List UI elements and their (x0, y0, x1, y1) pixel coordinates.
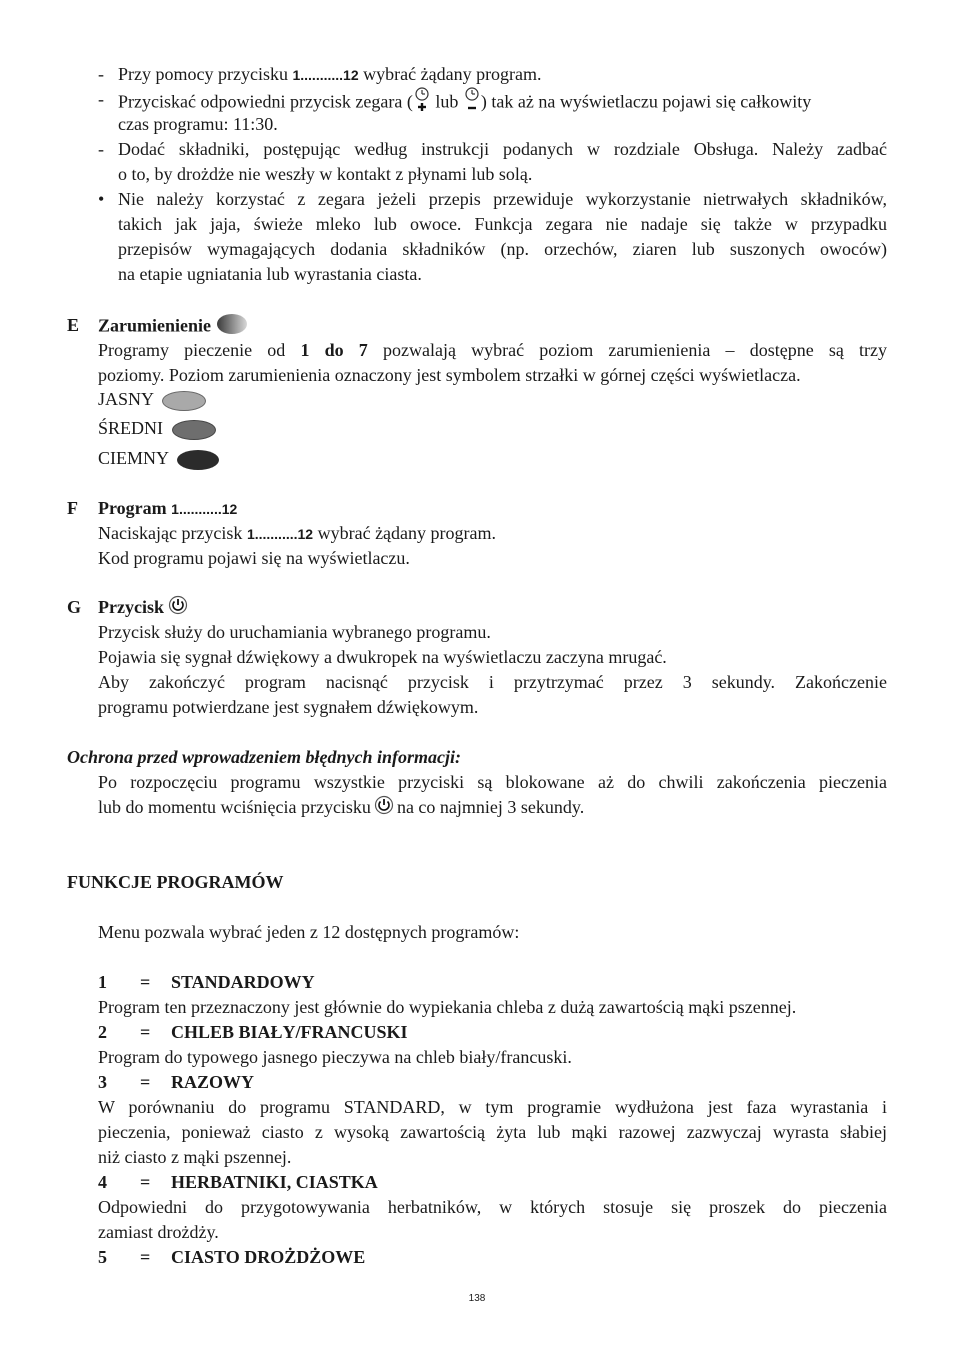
section-e-text: poziomy. Poziom zarumienienia oznaczony jest symbolem strzałki w górnej części wyświetlacza. (98, 365, 801, 385)
list-dash: - (98, 89, 104, 109)
section-title: Zarumienienie (98, 315, 211, 336)
section-g-text: Aby zakończyć program nacisnąć przycisk i przytrzymać przez 3 sekundy. Zakończenie (98, 672, 887, 692)
text: lub do momentu wciśnięcia przycisku (98, 797, 371, 817)
program-code: 1...........12 (292, 67, 359, 83)
light-shade-icon (162, 391, 206, 411)
section-g-text: Pojawia się sygnał dźwiękowy a dwukropek na wyświetlaczu zaczyna mrugać. (98, 647, 667, 667)
item-text: Przy pomocy przycisku (118, 64, 288, 84)
program-name: CHLEB BIAŁY/FRANCUSKI (171, 1022, 408, 1042)
equals-sign: = (140, 1172, 151, 1192)
browning-level-medium (98, 416, 216, 441)
dark-shade-icon (177, 450, 219, 470)
text: Programy pieczenie od (98, 340, 286, 360)
item-text: wybrać żądany program. (363, 64, 542, 84)
equals-sign: = (140, 1072, 151, 1092)
section-f-text: Kod programu pojawi się na wyświetlaczu. (98, 548, 410, 568)
level-label: JASNY (98, 389, 154, 409)
item-text: lub (435, 91, 459, 112)
program-number: 2 (98, 1022, 107, 1042)
section-f-heading (98, 496, 237, 522)
list-item-continuation: takich jak jaja, świeże mleko lub owoce. Funkcja zegara nie nadaje się także w przypadku (118, 214, 887, 234)
browning-level-dark (98, 446, 219, 471)
section-g-heading (98, 595, 188, 622)
program-number: 5 (98, 1247, 107, 1267)
protection-text: Po rozpoczęciu programu wszystkie przyciski są blokowane aż do chwili zakończenia pieczenia (98, 772, 887, 792)
level-label: ŚREDNI (98, 418, 164, 438)
list-dash: - (98, 64, 104, 84)
program-description: niż ciasto z mąki pszennej. (98, 1147, 292, 1167)
item-text: Przyciskać odpowiedni przycisk zegara ( (118, 91, 413, 112)
program-name: HERBATNIKI, CIASTKA (171, 1172, 378, 1192)
equals-sign: = (140, 972, 151, 992)
program-description: Odpowiedni do przygotowywania herbatników, w których stosuje się proszek do pieczenia (98, 1197, 887, 1217)
list-item-continuation: przepisów wymagających dodania składników (np. orzechów, ziaren lub suszonych owoców) (118, 239, 887, 259)
program-description: pieczenia, ponieważ ciasto z wysoką zawartością żyta lub mąki razowej zazwyczaj wyrasta słabiej (98, 1122, 887, 1142)
item-text: ) tak aż na wyświetlaczu pojawi się całkowity (480, 91, 812, 112)
section-f-text (98, 521, 496, 547)
power-button-icon (374, 795, 394, 822)
program-name: RAZOWY (171, 1072, 255, 1092)
clock-minus-icon (463, 87, 481, 120)
program-number: 4 (98, 1172, 107, 1192)
section-letter-g: G (67, 597, 82, 617)
program-code: 1...........12 (171, 501, 238, 517)
program-description: W porównaniu do programu STANDARD, w tym programie wydłużona jest faza wyrastania i (98, 1097, 887, 1117)
section-letter-e: E (67, 315, 80, 335)
program-range: 1 do 7 (300, 340, 368, 360)
list-item-timer-warning: Nie należy korzystać z zegara jeżeli przepis przewiduje wykorzystanie nietrwałych składników, (118, 189, 887, 209)
list-dash: - (98, 139, 104, 159)
section-letter-f: F (67, 498, 78, 518)
list-bullet: • (98, 189, 105, 209)
section-g-text: Przycisk służy do uruchamiania wybranego programu. (98, 622, 491, 642)
program-name: CIASTO DROŻDŻOWE (171, 1247, 366, 1267)
text: wybrać żądany program. (317, 523, 497, 543)
page-number: 138 (468, 1293, 486, 1304)
list-item-continuation: czas programu: 11:30. (118, 114, 278, 134)
protection-heading: Ochrona przed wprowadzeniem błędnych informacji: (67, 747, 462, 767)
clock-plus-icon (413, 87, 431, 120)
power-button-icon (168, 595, 188, 622)
list-item-continuation: o to, by drożdże nie weszły w kontakt z płynami lub solą. (118, 164, 533, 184)
list-item-ingredients: Dodać składniki, postępując według instrukcji podanych w rozdziale Obsługa. Należy zadbać (118, 139, 887, 159)
medium-shade-icon (172, 420, 216, 440)
program-description: zamiast drożdży. (98, 1222, 219, 1242)
equals-sign: = (140, 1247, 151, 1267)
protection-text (98, 795, 584, 822)
section-title: Program (98, 498, 167, 518)
browning-level-light (98, 387, 206, 412)
program-description: Program do typowego jasnego pieczywa na chleb biały/francuski. (98, 1047, 572, 1067)
text: Naciskając przycisk (98, 523, 243, 543)
program-number: 3 (98, 1072, 107, 1092)
section-e-text (98, 338, 887, 363)
program-description: Program ten przeznaczony jest głównie do wypiekania chleba z dużą zawartością mąki pszennej. (98, 997, 797, 1017)
text: na co najmniej 3 sekundy. (396, 797, 585, 817)
text: pozwalają wybrać poziom zarumienienia – dostępne są trzy (382, 340, 888, 360)
list-item-select-program (118, 62, 542, 88)
section-title: Przycisk (98, 597, 164, 617)
level-label: CIEMNY (98, 448, 169, 468)
functions-intro: Menu pozwala wybrać jeden z 12 dostępnych programów: (98, 922, 520, 942)
section-g-text: programu potwierdzane jest sygnałem dźwiękowym. (98, 697, 479, 717)
functions-heading: FUNKCJE PROGRAMÓW (67, 872, 284, 892)
program-number: 1 (98, 972, 107, 992)
list-item-continuation: na etapie ugniatania lub wyrastania ciasta. (118, 264, 422, 284)
program-code: 1...........12 (246, 526, 314, 542)
program-name: STANDARDOWY (171, 972, 315, 992)
equals-sign: = (140, 1022, 151, 1042)
